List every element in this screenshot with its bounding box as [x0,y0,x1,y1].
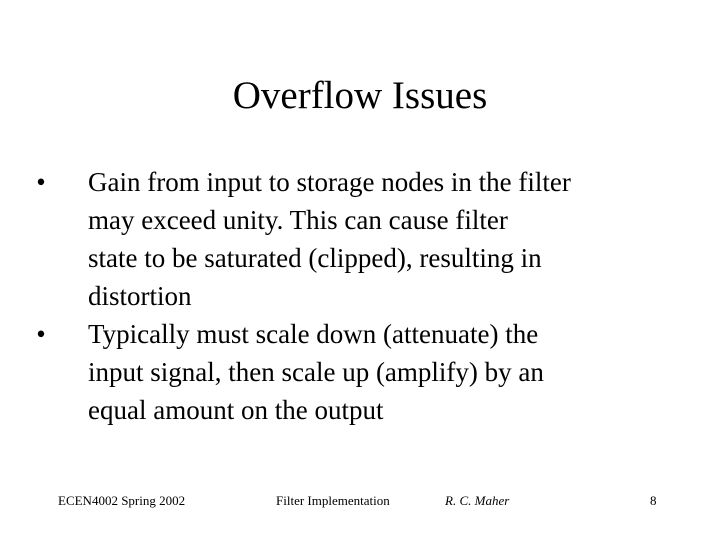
slide-title: Overflow Issues [232,74,488,117]
footer-topic: Filter Implementation [276,493,390,508]
bullet-item [28,163,688,315]
page-number: 8 [650,493,657,508]
bullet-icon: • [36,167,46,197]
bullet-list [28,163,688,429]
bullet-text-line: may exceed unity. This can cause filter [88,205,508,235]
bullet-text-line: equal amount on the output [88,395,384,425]
bullet-text-line: Gain from input to storage nodes in the filter [88,167,571,197]
bullet-text-line: distortion [88,281,192,311]
footer-course: ECEN4002 Spring 2002 [58,493,186,508]
bullet-text-line: Typically must scale down (attenuate) the [88,319,539,349]
bullet-text-line: input signal, then scale up (amplify) by an [88,357,544,387]
footer-author: R. C. Maher [445,493,510,508]
bullet-text-line: state to be saturated (clipped), resulting in [88,243,542,273]
bullet-icon: • [36,319,46,349]
bullet-item [28,315,688,429]
